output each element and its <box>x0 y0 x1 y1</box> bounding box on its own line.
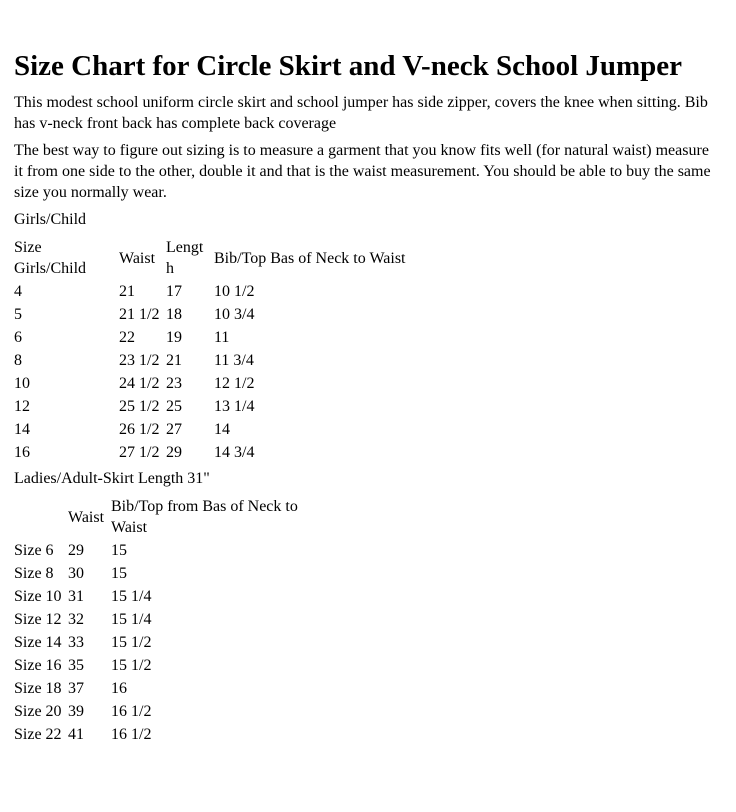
table-cell: 16 1/2 <box>111 726 152 743</box>
table-cell: 25 1/2 <box>119 398 160 415</box>
table-cell: 10 1/2 <box>214 283 255 300</box>
table-cell: Size 10 <box>14 588 62 605</box>
table-cell: Size 18 <box>14 680 62 697</box>
table-cell: 23 1/2 <box>119 352 160 369</box>
table-cell: 12 <box>14 398 30 415</box>
table-row <box>14 677 316 700</box>
page-title: Size Chart for Circle Skirt and V-neck School Jumper <box>14 50 683 82</box>
table-cell: 14 <box>214 421 230 438</box>
table-cell: 35 <box>68 657 84 674</box>
table-cell: 22 <box>119 329 135 346</box>
table-row <box>14 654 316 677</box>
table-cell: Size 6 <box>14 542 54 559</box>
table-cell: 14 <box>14 421 30 438</box>
column-header-length: Length <box>166 239 204 277</box>
table-row <box>14 562 316 585</box>
table-cell: Size 20 <box>14 703 62 720</box>
table-row <box>14 723 316 746</box>
table-cell: Size 22 <box>14 726 62 743</box>
table-cell: 29 <box>166 444 182 461</box>
table-cell: 37 <box>68 680 84 697</box>
table-cell: 15 1/4 <box>111 611 152 628</box>
table-cell: Size 16 <box>14 657 62 674</box>
table-cell: Size 8 <box>14 565 54 582</box>
table-row <box>14 349 414 372</box>
table-header-row <box>14 236 414 280</box>
table-cell: 6 <box>14 329 22 346</box>
table-row <box>14 280 414 303</box>
table-cell: 5 <box>14 306 22 323</box>
sizing-paragraph: The best way to figure out sizing is to measure a garment that you know fits well (for natural waist) measure it from one side to the other, double it and that is the waist measurement. You should be able to buy the same size you normally wear. <box>14 142 711 201</box>
table-cell: 18 <box>166 306 182 323</box>
girls-section-label: Girls/Child <box>14 211 87 228</box>
table-row <box>14 608 316 631</box>
table-cell: 21 1/2 <box>119 306 160 323</box>
table-row <box>14 539 316 562</box>
table-row <box>14 585 316 608</box>
table-cell: 14 3/4 <box>214 444 255 461</box>
table-row <box>14 418 414 441</box>
table-cell: 26 1/2 <box>119 421 160 438</box>
table-cell: 39 <box>68 703 84 720</box>
table-cell: 24 1/2 <box>119 375 160 392</box>
table-cell: 15 1/2 <box>111 634 152 651</box>
table-cell: 21 <box>119 283 135 300</box>
table-cell: 12 1/2 <box>214 375 255 392</box>
table-header-row <box>14 495 316 539</box>
table-cell: 17 <box>166 283 182 300</box>
table-cell: 15 <box>111 542 127 559</box>
girls-size-table <box>14 236 414 464</box>
table-cell: 41 <box>68 726 84 743</box>
table-row <box>14 395 414 418</box>
table-cell: 15 1/2 <box>111 657 152 674</box>
table-cell: 16 1/2 <box>111 703 152 720</box>
table-cell: 32 <box>68 611 84 628</box>
table-cell: 27 1/2 <box>119 444 160 461</box>
table-row <box>14 441 414 464</box>
column-header-waist: Waist <box>68 508 105 526</box>
table-cell: 13 1/4 <box>214 398 255 415</box>
table-row <box>14 700 316 723</box>
table-cell: 16 <box>14 444 30 461</box>
table-cell: 31 <box>68 588 84 605</box>
table-cell: Size 14 <box>14 634 62 651</box>
table-cell: 19 <box>166 329 182 346</box>
ladies-size-table <box>14 495 316 746</box>
ladies-table-body <box>14 539 316 746</box>
column-header-empty <box>14 495 68 539</box>
table-cell: 29 <box>68 542 84 559</box>
column-header-size: Size Girls/Child <box>14 239 87 277</box>
table-cell: 15 1/4 <box>111 588 152 605</box>
column-header-bibtop: Bib/Top from Bas of Neck to Waist <box>111 498 298 536</box>
table-cell: 27 <box>166 421 182 438</box>
table-cell: 15 <box>111 565 127 582</box>
table-cell: 25 <box>166 398 182 415</box>
girls-table-body <box>14 280 414 464</box>
table-cell: 8 <box>14 352 22 369</box>
table-cell: 4 <box>14 283 22 300</box>
table-row <box>14 372 414 395</box>
intro-paragraph: This modest school uniform circle skirt and school jumper has side zipper, covers the knee when sitting. Bib has v-neck front back has complete back coverage <box>14 94 708 132</box>
ladies-section-label: Ladies/Adult-Skirt Length 31" <box>14 470 210 487</box>
table-row <box>14 631 316 654</box>
table-cell: 21 <box>166 352 182 369</box>
table-cell: 10 3/4 <box>214 306 255 323</box>
table-cell: 33 <box>68 634 84 651</box>
table-cell: 10 <box>14 375 30 392</box>
table-cell: 11 3/4 <box>214 352 254 369</box>
table-cell: 23 <box>166 375 182 392</box>
column-header-bibtop: Bib/Top Bas of Neck to Waist <box>214 249 406 267</box>
girls-table-header <box>14 236 414 280</box>
table-cell: Size 12 <box>14 611 62 628</box>
table-row <box>14 326 414 349</box>
column-header-waist: Waist <box>119 249 156 267</box>
table-row <box>14 303 414 326</box>
ladies-table-header <box>14 495 316 539</box>
table-cell: 16 <box>111 680 127 697</box>
table-cell: 30 <box>68 565 84 582</box>
table-cell: 11 <box>214 329 230 346</box>
